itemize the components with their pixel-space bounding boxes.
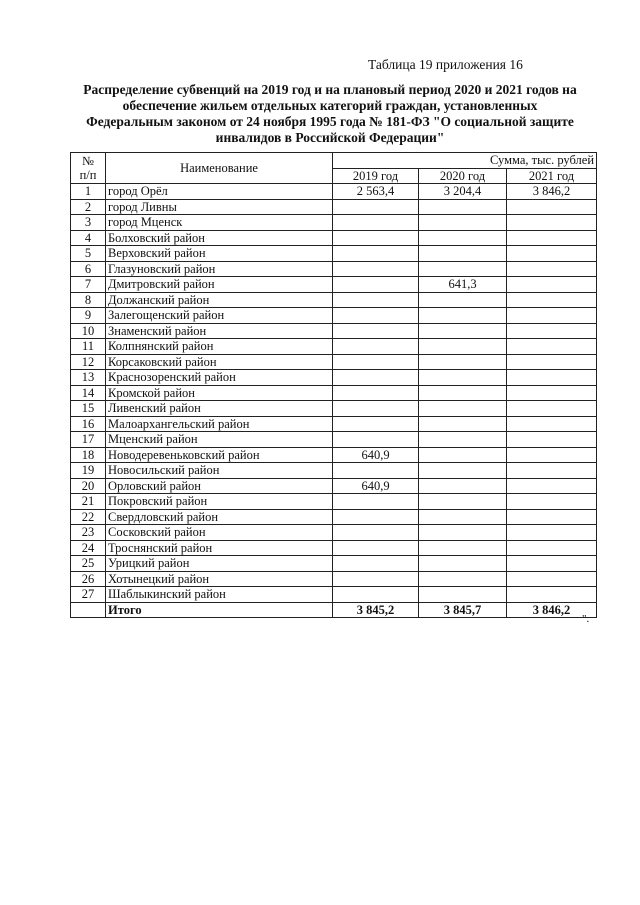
value-2020-cell	[419, 571, 507, 587]
table-row	[71, 401, 597, 417]
value-2019-cell	[333, 432, 419, 448]
table-row	[71, 323, 597, 339]
value-2021-cell	[507, 401, 597, 417]
value-2019-cell: 2 563,4	[333, 184, 419, 200]
row-number-cell: 19	[71, 463, 106, 479]
value-2020-cell	[419, 385, 507, 401]
municipality-name-cell: Хотынецкий район	[106, 571, 333, 587]
municipality-name-cell: город Мценск	[106, 215, 333, 231]
row-number-cell: 22	[71, 509, 106, 525]
row-number-cell: 25	[71, 556, 106, 572]
table-row	[71, 478, 597, 494]
value-2019-cell: 640,9	[333, 447, 419, 463]
table-row	[71, 246, 597, 262]
municipality-name-cell: Колпнянский район	[106, 339, 333, 355]
table-row	[71, 432, 597, 448]
value-2021-cell: 3 846,2	[507, 184, 597, 200]
value-2021-cell	[507, 292, 597, 308]
value-2020-cell	[419, 246, 507, 262]
municipality-name-cell: Знаменский район	[106, 323, 333, 339]
table-row	[71, 292, 597, 308]
value-2020-cell	[419, 401, 507, 417]
value-2020-cell	[419, 478, 507, 494]
row-number-cell: 11	[71, 339, 106, 355]
value-2019-cell	[333, 556, 419, 572]
column-header-name: Наименование	[106, 153, 333, 184]
table-row	[71, 587, 597, 603]
row-number-cell: 2	[71, 199, 106, 215]
row-number-cell: 16	[71, 416, 106, 432]
table-row	[71, 370, 597, 386]
total-2021: 3 846,2	[507, 602, 597, 618]
value-2019-cell	[333, 261, 419, 277]
municipality-name-cell: Новодеревеньковский район	[106, 447, 333, 463]
row-number-cell: 14	[71, 385, 106, 401]
value-2020-cell	[419, 556, 507, 572]
value-2019-cell	[333, 199, 419, 215]
table-row	[71, 447, 597, 463]
municipality-name-cell: Болховский район	[106, 230, 333, 246]
value-2019-cell	[333, 370, 419, 386]
value-2020-cell	[419, 199, 507, 215]
value-2021-cell	[507, 339, 597, 355]
table-row	[71, 277, 597, 293]
value-2019-cell	[333, 215, 419, 231]
value-2021-cell	[507, 509, 597, 525]
row-number-cell: 26	[71, 571, 106, 587]
row-number-cell: 15	[71, 401, 106, 417]
total-2019: 3 845,2	[333, 602, 419, 618]
table-row	[71, 556, 597, 572]
row-number-cell: 7	[71, 277, 106, 293]
column-header-year-2019: 2019 год	[333, 168, 419, 184]
table-row	[71, 199, 597, 215]
row-number-cell: 1	[71, 184, 106, 200]
value-2019-cell	[333, 230, 419, 246]
column-header-number-line2: п/п	[79, 168, 97, 182]
value-2020-cell	[419, 215, 507, 231]
row-number-cell: 13	[71, 370, 106, 386]
municipality-name-cell: Верховский район	[106, 246, 333, 262]
value-2021-cell	[507, 385, 597, 401]
table-row	[71, 354, 597, 370]
value-2019-cell	[333, 587, 419, 603]
value-2020-cell	[419, 308, 507, 324]
value-2020-cell	[419, 261, 507, 277]
row-number-cell: 8	[71, 292, 106, 308]
value-2019-cell	[333, 277, 419, 293]
value-2021-cell	[507, 540, 597, 556]
value-2019-cell	[333, 308, 419, 324]
table-row	[71, 230, 597, 246]
total-number-cell	[71, 602, 106, 618]
value-2021-cell	[507, 478, 597, 494]
municipality-name-cell: Корсаковский район	[106, 354, 333, 370]
municipality-name-cell: город Ливны	[106, 199, 333, 215]
value-2019-cell	[333, 385, 419, 401]
value-2020-cell	[419, 230, 507, 246]
table-row	[71, 385, 597, 401]
value-2021-cell	[507, 323, 597, 339]
value-2019-cell	[333, 246, 419, 262]
value-2020-cell	[419, 540, 507, 556]
value-2019-cell	[333, 571, 419, 587]
column-header-sum: Сумма, тыс. рублей	[333, 153, 597, 169]
value-2019-cell	[333, 540, 419, 556]
table-row	[71, 494, 597, 510]
row-number-cell: 6	[71, 261, 106, 277]
total-label: Итого	[106, 602, 333, 618]
value-2019-cell	[333, 416, 419, 432]
table-row	[71, 540, 597, 556]
table-row	[71, 184, 597, 200]
total-2020: 3 845,7	[419, 602, 507, 618]
table-row	[71, 416, 597, 432]
column-header-year-2021: 2021 год	[507, 168, 597, 184]
column-header-number	[71, 153, 106, 184]
value-2021-cell	[507, 556, 597, 572]
table-body	[71, 184, 597, 603]
municipality-name-cell: Ливенский район	[106, 401, 333, 417]
municipality-name-cell: Орловский район	[106, 478, 333, 494]
value-2021-cell	[507, 525, 597, 541]
municipality-name-cell: Краснозоренский район	[106, 370, 333, 386]
municipality-name-cell: Должанский район	[106, 292, 333, 308]
row-number-cell: 5	[71, 246, 106, 262]
subvention-table	[70, 152, 597, 618]
value-2020-cell: 641,3	[419, 277, 507, 293]
value-2019-cell	[333, 292, 419, 308]
municipality-name-cell: Малоархангельский район	[106, 416, 333, 432]
value-2020-cell	[419, 339, 507, 355]
municipality-name-cell: Глазуновский район	[106, 261, 333, 277]
closing-quote-mark: ".	[582, 613, 590, 625]
row-number-cell: 23	[71, 525, 106, 541]
municipality-name-cell: Урицкий район	[106, 556, 333, 572]
row-number-cell: 12	[71, 354, 106, 370]
value-2021-cell	[507, 432, 597, 448]
table-row	[71, 525, 597, 541]
value-2019-cell	[333, 463, 419, 479]
municipality-name-cell: Сосковский район	[106, 525, 333, 541]
value-2020-cell	[419, 525, 507, 541]
value-2021-cell	[507, 447, 597, 463]
value-2020-cell	[419, 432, 507, 448]
municipality-name-cell: Покровский район	[106, 494, 333, 510]
value-2021-cell	[507, 308, 597, 324]
value-2020-cell	[419, 370, 507, 386]
table-row	[71, 308, 597, 324]
table-row	[71, 463, 597, 479]
table-row	[71, 571, 597, 587]
annex-reference: Таблица 19 приложения 16	[368, 57, 523, 72]
value-2020-cell	[419, 447, 507, 463]
municipality-name-cell: Дмитровский район	[106, 277, 333, 293]
row-number-cell: 20	[71, 478, 106, 494]
value-2019-cell: 640,9	[333, 478, 419, 494]
value-2019-cell	[333, 323, 419, 339]
row-number-cell: 3	[71, 215, 106, 231]
row-number-cell: 18	[71, 447, 106, 463]
municipality-name-cell: Мценский район	[106, 432, 333, 448]
municipality-name-cell: город Орёл	[106, 184, 333, 200]
value-2021-cell	[507, 416, 597, 432]
value-2021-cell	[507, 571, 597, 587]
value-2021-cell	[507, 277, 597, 293]
row-number-cell: 24	[71, 540, 106, 556]
table-row	[71, 261, 597, 277]
municipality-name-cell: Залегощенский район	[106, 308, 333, 324]
value-2021-cell	[507, 246, 597, 262]
row-number-cell: 21	[71, 494, 106, 510]
value-2019-cell	[333, 401, 419, 417]
value-2019-cell	[333, 339, 419, 355]
municipality-name-cell: Кромской район	[106, 385, 333, 401]
value-2020-cell	[419, 354, 507, 370]
row-number-cell: 9	[71, 308, 106, 324]
row-number-cell: 17	[71, 432, 106, 448]
document-title: Распределение субвенций на 2019 год и на плановый период 2020 и 2021 годов на обеспечение жильем отдельных категорий граждан, установленных Федеральным законом от 24 ноября 1995 года № 181-ФЗ "О социальной защите инвалидов в Российской Федерации"	[83, 82, 577, 145]
row-number-cell: 4	[71, 230, 106, 246]
value-2020-cell	[419, 587, 507, 603]
value-2020-cell	[419, 323, 507, 339]
value-2019-cell	[333, 494, 419, 510]
table-row	[71, 339, 597, 355]
row-number-cell: 10	[71, 323, 106, 339]
value-2020-cell	[419, 416, 507, 432]
column-header-year-2020: 2020 год	[419, 168, 507, 184]
value-2020-cell	[419, 494, 507, 510]
value-2021-cell	[507, 370, 597, 386]
municipality-name-cell: Свердловский район	[106, 509, 333, 525]
value-2021-cell	[507, 261, 597, 277]
value-2021-cell	[507, 199, 597, 215]
value-2021-cell	[507, 354, 597, 370]
value-2020-cell	[419, 292, 507, 308]
value-2020-cell	[419, 509, 507, 525]
value-2019-cell	[333, 354, 419, 370]
value-2019-cell	[333, 509, 419, 525]
municipality-name-cell: Шаблыкинский район	[106, 587, 333, 603]
column-header-number-line1: №	[82, 154, 94, 168]
municipality-name-cell: Новосильский район	[106, 463, 333, 479]
value-2020-cell: 3 204,4	[419, 184, 507, 200]
row-number-cell: 27	[71, 587, 106, 603]
value-2020-cell	[419, 463, 507, 479]
value-2021-cell	[507, 587, 597, 603]
table-row	[71, 215, 597, 231]
total-row	[71, 602, 597, 618]
municipality-name-cell: Троснянский район	[106, 540, 333, 556]
value-2019-cell	[333, 525, 419, 541]
table-row	[71, 509, 597, 525]
value-2021-cell	[507, 463, 597, 479]
value-2021-cell	[507, 230, 597, 246]
value-2021-cell	[507, 215, 597, 231]
value-2021-cell	[507, 494, 597, 510]
